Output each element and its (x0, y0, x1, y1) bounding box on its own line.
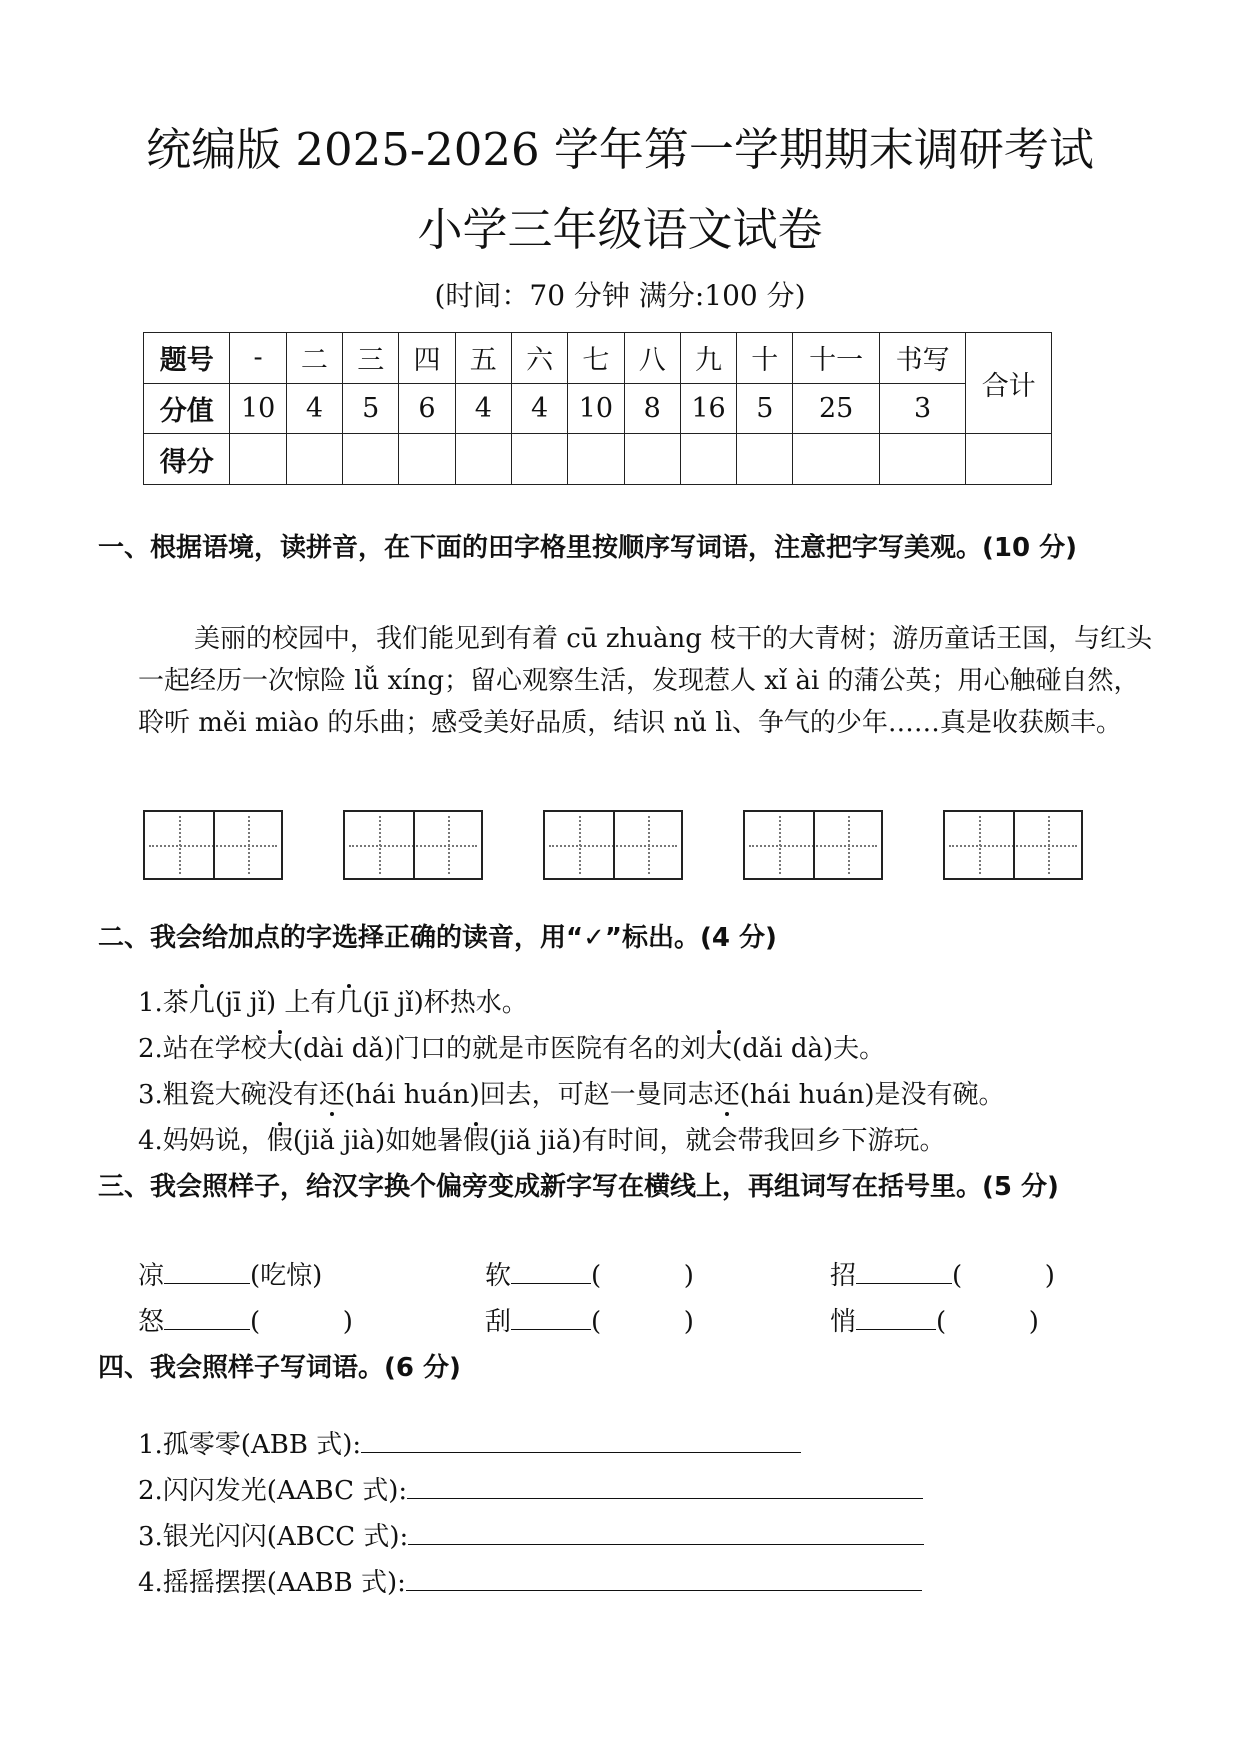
section4-item-1: 1.孤零零(ABB 式): (138, 1424, 801, 1465)
question-number: 八 (624, 333, 680, 384)
answer-blank[interactable] (856, 1303, 936, 1330)
points-value: 4 (511, 383, 567, 434)
answer-blank[interactable] (511, 1257, 591, 1284)
section3-item: 软 ( ) (485, 1256, 694, 1296)
score-cell[interactable] (343, 434, 399, 485)
question-number: 五 (455, 333, 511, 384)
score-cell[interactable] (455, 434, 511, 485)
answer-blank[interactable] (511, 1303, 591, 1330)
score-cell[interactable] (879, 434, 965, 485)
points-value: 4 (286, 383, 342, 434)
table-row (144, 383, 1052, 434)
section3-item: 刮 ( ) (485, 1302, 694, 1342)
tianzige-box-3[interactable] (543, 810, 683, 880)
points-value: 4 (455, 383, 511, 434)
points-value: 5 (343, 383, 399, 434)
exam-title: 统编版 2025-2026 学年第一学期期末调研考试 (146, 123, 1094, 176)
row-label-question: 题号 (144, 333, 230, 384)
section2-item-2: 2.站在学校大(dài dǎ)门口的就是市医院有名的刘大(dǎi dà)夫。 (138, 1034, 886, 1064)
section1-passage: 美丽的校园中，我们能见到有着 cū zhuàng 枝干的大青树；游历童话王国，与红头一起经历一次惊险 lǚ xíng；留心观察生活，发现惹人 xǐ ài 的蒲公英；用心触碰自然，聆听 měi miào 的乐曲；感受美好品质，结识 nǔ lì、争气的少年……真是收获颇丰。 (138, 624, 1153, 738)
tianzige-box-5[interactable] (943, 810, 1083, 880)
answer-line[interactable] (406, 1562, 922, 1591)
dotted-char: 假 (463, 1126, 490, 1156)
question-number: - (230, 333, 286, 384)
answer-blank[interactable] (164, 1257, 250, 1284)
answer-line[interactable] (361, 1424, 801, 1453)
score-cell[interactable] (230, 434, 286, 485)
score-table (143, 332, 1052, 485)
points-value: 10 (568, 383, 624, 434)
table-row (144, 333, 1052, 384)
row-label-score: 得分 (144, 434, 230, 485)
section1-heading: 一、根据语境，读拼音，在下面的田字格里按顺序写词语，注意把字写美观。(10 分) (98, 533, 1078, 563)
section2-item-3: 3.粗瓷大碗没有还(hái huán)回去，可赵一曼同志还(hái huán)是没有碗。 (138, 1080, 1005, 1110)
points-value: 3 (879, 383, 965, 434)
section3-item: 凉 (吃惊) (138, 1256, 322, 1296)
points-value: 25 (793, 383, 879, 434)
section2-item-4: 4.妈妈说，假(jiǎ jià)如她暑假(jiǎ jiǎ)有时间，就会带我回乡下游玩。 (138, 1126, 946, 1156)
exam-subject-title: 小学三年级语文试卷 (417, 203, 823, 256)
question-number: 十 (737, 333, 793, 384)
dotted-char: 几 (336, 988, 363, 1018)
tianzige-box-4[interactable] (743, 810, 883, 880)
score-cell[interactable] (511, 434, 567, 485)
question-number: 六 (511, 333, 567, 384)
question-number: 三 (343, 333, 399, 384)
answer-line[interactable] (408, 1516, 924, 1545)
points-value: 16 (680, 383, 736, 434)
total-score-cell[interactable] (966, 434, 1052, 485)
section3-item: 悄 ( ) (830, 1302, 1039, 1342)
tianzige-box-2[interactable] (343, 810, 483, 880)
question-number: 九 (680, 333, 736, 384)
score-cell[interactable] (624, 434, 680, 485)
dotted-char: 还 (713, 1080, 740, 1110)
question-number: 十一 (793, 333, 879, 384)
question-number: 七 (568, 333, 624, 384)
exam-time-score: (时间：70 分钟 满分:100 分) (434, 279, 806, 312)
points-value: 10 (230, 383, 286, 434)
tianzige-box-1[interactable] (143, 810, 283, 880)
score-cell[interactable] (793, 434, 879, 485)
answer-blank[interactable] (164, 1303, 250, 1330)
dotted-char: 假 (266, 1126, 293, 1156)
question-number: 书写 (879, 333, 965, 384)
section4-item-3: 3.银光闪闪(ABCC 式): (138, 1516, 924, 1557)
score-cell[interactable] (737, 434, 793, 485)
dotted-char: 大 (266, 1034, 293, 1064)
question-number: 二 (286, 333, 342, 384)
section3-item: 怒 ( ) (138, 1302, 353, 1342)
points-value: 5 (737, 383, 793, 434)
section4-item-2: 2.闪闪发光(AABC 式): (138, 1470, 923, 1511)
score-cell[interactable] (399, 434, 455, 485)
section4-heading: 四、我会照样子写词语。(6 分) (98, 1353, 461, 1383)
points-value: 6 (399, 383, 455, 434)
dotted-char: 几 (188, 988, 215, 1018)
question-number: 四 (399, 333, 455, 384)
section3-item: 招 ( ) (830, 1256, 1055, 1296)
dotted-char: 还 (318, 1080, 345, 1110)
dotted-char: 大 (706, 1034, 733, 1064)
score-cell[interactable] (568, 434, 624, 485)
section2-heading: 二、我会给加点的字选择正确的读音，用“✓”标出。(4 分) (98, 923, 777, 953)
row-label-points: 分值 (144, 383, 230, 434)
points-value: 8 (624, 383, 680, 434)
total-label: 合计 (966, 333, 1052, 434)
section4-item-4: 4.摇摇摆摆(AABB 式): (138, 1562, 922, 1603)
section2-item-1: 1.茶几(jī jǐ) 上有几(jī jǐ)杯热水。 (138, 988, 528, 1018)
score-cell[interactable] (286, 434, 342, 485)
answer-blank[interactable] (856, 1257, 952, 1284)
section3-heading: 三、我会照样子，给汉字换个偏旁变成新字写在横线上，再组词写在括号里。(5 分) (98, 1172, 1059, 1202)
score-cell[interactable] (680, 434, 736, 485)
table-row (144, 434, 1052, 485)
answer-line[interactable] (407, 1470, 923, 1499)
